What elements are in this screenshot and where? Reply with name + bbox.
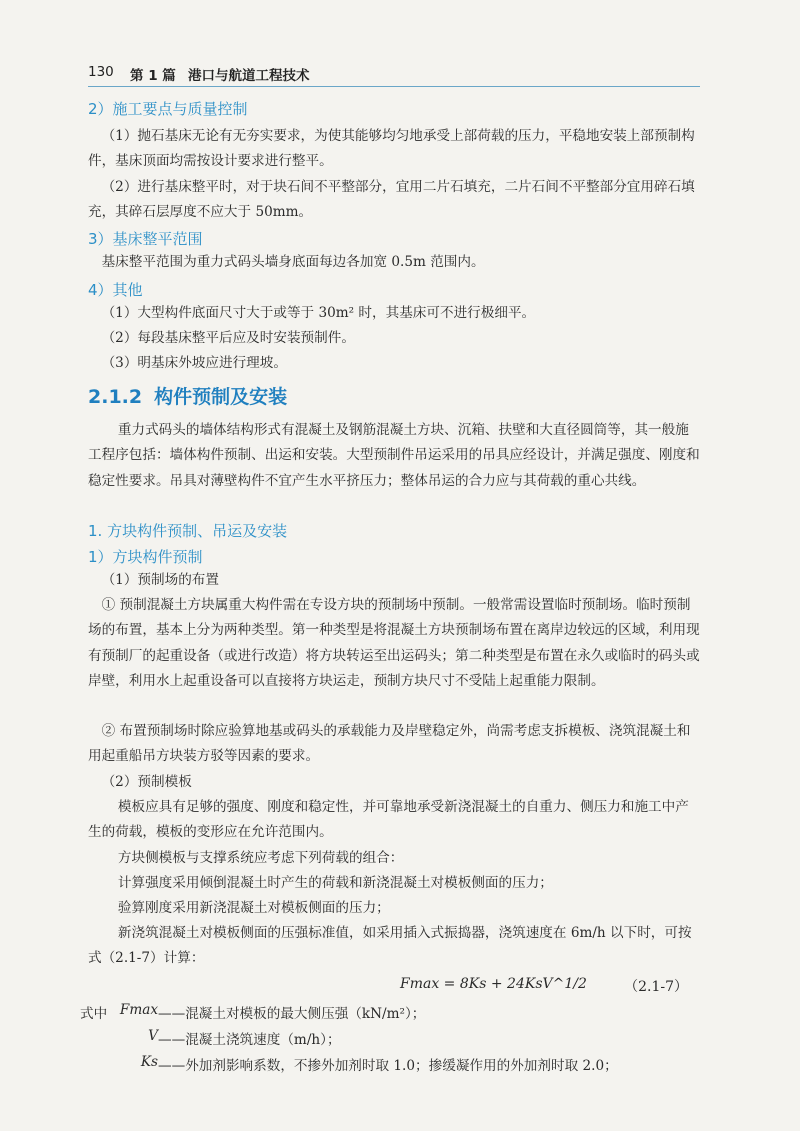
heading-block-prefabrication: 1. 方块构件预制、吊运及安装 [88,522,288,540]
paragraph: ② 布置预制场时除应验算地基或码头的承载能力及岸壁稳定外，尚需考虑支拆模板、浇筑混凝土和用起重船吊方块装方驳等因素的要求。 [88,723,691,765]
paragraph: （2）进行基床整平时，对于块石间不平整部分，宜用二片石填充，二片石间不平整部分宜用碎石填充，其碎石层厚度不应大于 50mm。 [88,179,695,221]
paragraph: 方块侧模板与支撑系统应考虑下列荷载的组合： [117,850,404,866]
paragraph: ① 预制混凝土方块属重大构件需在专设方块的预制场中预制。一般常需设置临时预制场。临时预制场的布置，基本上分为两种类型。第一种类型是将混凝土方块预制场布置在离岸边较远的区域，利用现有预制厂的起重设备（或进行改造）将方块转运至出运码头；第二种类型是布置在永久或临时的码头或岸壁，利用水上起重设备可以直接将方块运走，预制方块尺寸不受陆上起重能力限制。 [88,597,700,689]
paragraph: 新浇筑混凝土对模板侧面的压强标准值，如采用插入式振捣器，浇筑速度在 6m/h 以下时，可按式（2.1-7）计算： [88,925,692,967]
paragraph: （2）预制模板 [101,774,192,790]
part-title: 港口与航道工程技术 [188,68,310,84]
paragraph: （1）大型构件底面尺寸大于或等于 30m² 时，其基床可不进行极细平。 [101,305,536,321]
section-number: 2.1.2 [88,386,143,408]
heading-leveling-range: 3）基床整平范围 [88,230,203,248]
paragraph: 重力式码头的墙体结构形式有混凝土及钢筋混凝土方块、沉箱、扶壁和大直径圆筒等，其一般施工程序包括：墙体构件预制、出运和安装。大型预制件吊运采用的吊具应经设计，并满足强度、刚度和稳定性要求。吊具对薄壁构件不宜产生水平挤压力；整体吊运的合力应与其荷载的重心共线。 [88,422,700,489]
section-title: 构件预制及安装 [154,386,288,408]
paragraph: 验算刚度采用新浇混凝土对模板侧面的压力； [117,900,390,916]
definition-fmax [80,1002,700,1026]
paragraph: 模板应具有足够的强度、刚度和稳定性，并可靠地承受新浇混凝土的自重力、侧压力和施工中产生的荷载，模板的变形应在允许范围内。 [88,799,689,841]
definition-ks [88,1054,700,1078]
section-heading [88,382,700,409]
paragraph: 计算强度采用倾倒混凝土时产生的荷载和新浇混凝土对模板侧面的压力； [117,875,553,891]
paragraph: 基床整平范围为重力式码头墙身底面每边各加宽 0.5m 范围内。 [101,254,485,270]
paragraph: （3）明基床外坡应进行理坡。 [101,355,287,371]
page-header [88,62,700,87]
definition-text: ——混凝土对模板的最大侧压强（kN/m²）； [158,1006,426,1022]
formula-expression: Fmax = 8Ks + 24KsV^1/2 [400,976,587,992]
definition-v [88,1028,700,1052]
heading-other: 4）其他 [88,281,143,299]
formula-2-1-7 [88,976,700,1000]
heading-construction-points: 2）施工要点与质量控制 [88,100,248,118]
definition-prefix: 式中 [80,1006,108,1022]
formula-number: （2.1-7） [624,979,688,995]
paragraph: （2）每段基床整平后应及时安装预制件。 [101,330,355,346]
part-label: 第 1 篇 [130,68,176,84]
definition-text: ——混凝土浇筑速度（m/h）； [158,1032,341,1048]
definition-symbol: Fmax [119,1002,158,1018]
paragraph: （1）预制场的布置 [101,572,219,588]
page-number: 130 [88,64,114,80]
definition-symbol: V [148,1028,158,1044]
paragraph: （1）抛石基床无论有无夯实要求，为使其能够均匀地承受上部荷载的压力，平稳地安装上部预制构件，基床顶面均需按设计要求进行整平。 [88,128,695,170]
definition-text: ——外加剂影响系数，不掺外加剂时取 1.0；掺缓凝作用的外加剂时取 2.0； [158,1058,618,1074]
definition-symbol: Ks [140,1054,158,1070]
heading-block-precast: 1）方块构件预制 [88,548,203,566]
